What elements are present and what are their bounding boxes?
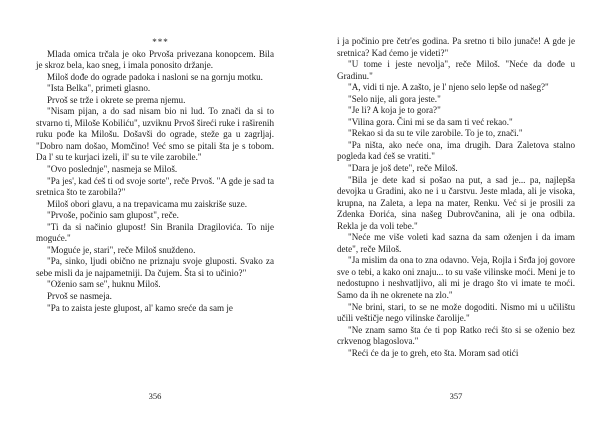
paragraph: "Pa ništa, ako neće ona, ima drugih. Dara Zaletova stalno pogleda kad ćeš se vratiti." xyxy=(337,139,575,162)
paragraph: "A, vidi ti nje. A zašto, je l' njeno selo lepše od našeg?" xyxy=(348,82,549,93)
paragraph: "Dara je još dete", reče Miloš. xyxy=(348,163,458,174)
paragraph: "Vilina gora. Čini mi se da sam ti već rekao." xyxy=(348,116,513,127)
paragraph: "Ti da si načinio glupost! Sin Branila Dragilovića. To nije moguće." xyxy=(36,221,274,244)
paragraph: "Bila je dete kad si pošao na put, a sad je... pa, najlepša devojka u Gradini, ako ne i u čarstvu. Jeste mlada, ali je visoka, krupna, na Zaleta, a lepa na mater, Renku. Već si je prosili za Zdenka Đorića, sina našeg Dubrovčanina, ali je ona odbila. Rekla je da voli tebe." xyxy=(337,174,575,231)
left-page-text xyxy=(36,37,274,314)
right-page xyxy=(337,0,575,424)
paragraph: "Ovo poslednje", nasmeja se Miloš. xyxy=(47,164,178,175)
paragraph: "Ja mislim da ona to zna odavno. Veja, Rojla i Srđa joj govore sve o tebi, a kako oni znaju... to su vaše vilinske moći. Meni je to nedostupno i neshvatljivo, ali mi je drago što vi imate te moći. Samo da ih ne okrenete na zlo." xyxy=(337,255,575,301)
paragraph: "Oženio sam se", huknu Miloš. xyxy=(47,279,161,290)
paragraph: "Selo nije, ali gora jeste." xyxy=(348,93,441,104)
paragraph: "Reći će da je to greh, eto šta. Moram sad otići xyxy=(348,347,519,358)
paragraph: Prvoš se nasmeja. xyxy=(47,291,112,302)
paragraph: "Je li? A koja je to gora?" xyxy=(348,105,441,116)
paragraph: "Ista Belka", primeti glasno. xyxy=(47,83,151,94)
paragraph: Miloš obori glavu, a na trepavicama mu zaiskriše suze. xyxy=(47,198,248,209)
paragraph: "Rekao si da su te vile zarobile. To je to, znači." xyxy=(348,128,523,139)
paragraph: "Pa, sinko, ljudi obično ne priznaju svoje gluposti. Svako za sebe misli da je najpametniji. Da čujem. Šta si to učinio?" xyxy=(36,256,274,278)
right-page-text xyxy=(337,36,575,359)
paragraph: "Ne znam samo šta će ti pop Ratko reći što si se oženio bez crkvenog blagoslova." xyxy=(337,324,575,347)
section-separator: *** xyxy=(152,37,169,47)
paragraph: "Ne brini, stari, to se ne može dogoditi. Nismo mi u učilištu učili veštičje nego vilinske čarolije." xyxy=(337,301,575,324)
paragraph: "U tome i jeste nevolja", reče Miloš. "Neće da dođe u Gradinu." xyxy=(337,59,575,81)
paragraph: "Pa jes', kad ćeš ti od svoje sorte", reče Prvoš. "A gde je sad ta sretnica što te zarobila?" xyxy=(36,175,274,198)
paragraph: Mlada omica trčala je oko Prvoša privezana konopcem. Bila je skroz bela, kao sneg, i imala ponosito držanje. xyxy=(36,48,274,71)
page-number: 357 xyxy=(449,391,463,401)
paragraph: "Pa to zaista jeste glupost, al' kamo sreće da sam je xyxy=(47,302,233,313)
paragraph: "Prvoše, počinio sam glupost", reče. xyxy=(47,210,179,221)
page-number: 356 xyxy=(148,391,162,401)
left-page xyxy=(36,0,274,424)
paragraph: "Moguće je, stari", reče Miloš snuždeno. xyxy=(47,244,196,255)
paragraph: Miloš dođe do ograde padoka i nasloni se na gornju motku. xyxy=(47,71,263,82)
paragraph: "Nisam pijan, a do sad nisam bio ni lud. To znači da si to stvarno ti, Miloše Kobiliću", uzviknu Prvoš šireći ruke i raširenih ruku pođe ka Milošu. Došavši do ograde, steže ga u zagrljaj. "Dobro nam došao, Momčino! Već smo se pitali šta je s tobom. Da l' su te kurjaci izeli, il' su te vile zarobile." xyxy=(36,106,274,163)
continued-paragraph: i ja počinio pre četr'es godina. Pa sretno ti bilo junače! A gde je sretnica? Kad ćemo je videti?" xyxy=(337,36,575,58)
paragraph: Prvoš se trže i okrete se prema njemu. xyxy=(47,94,186,105)
paragraph: "Neće me više voleti kad sazna da sam oženjen i da imam dete", reče Miloš. xyxy=(337,232,575,254)
